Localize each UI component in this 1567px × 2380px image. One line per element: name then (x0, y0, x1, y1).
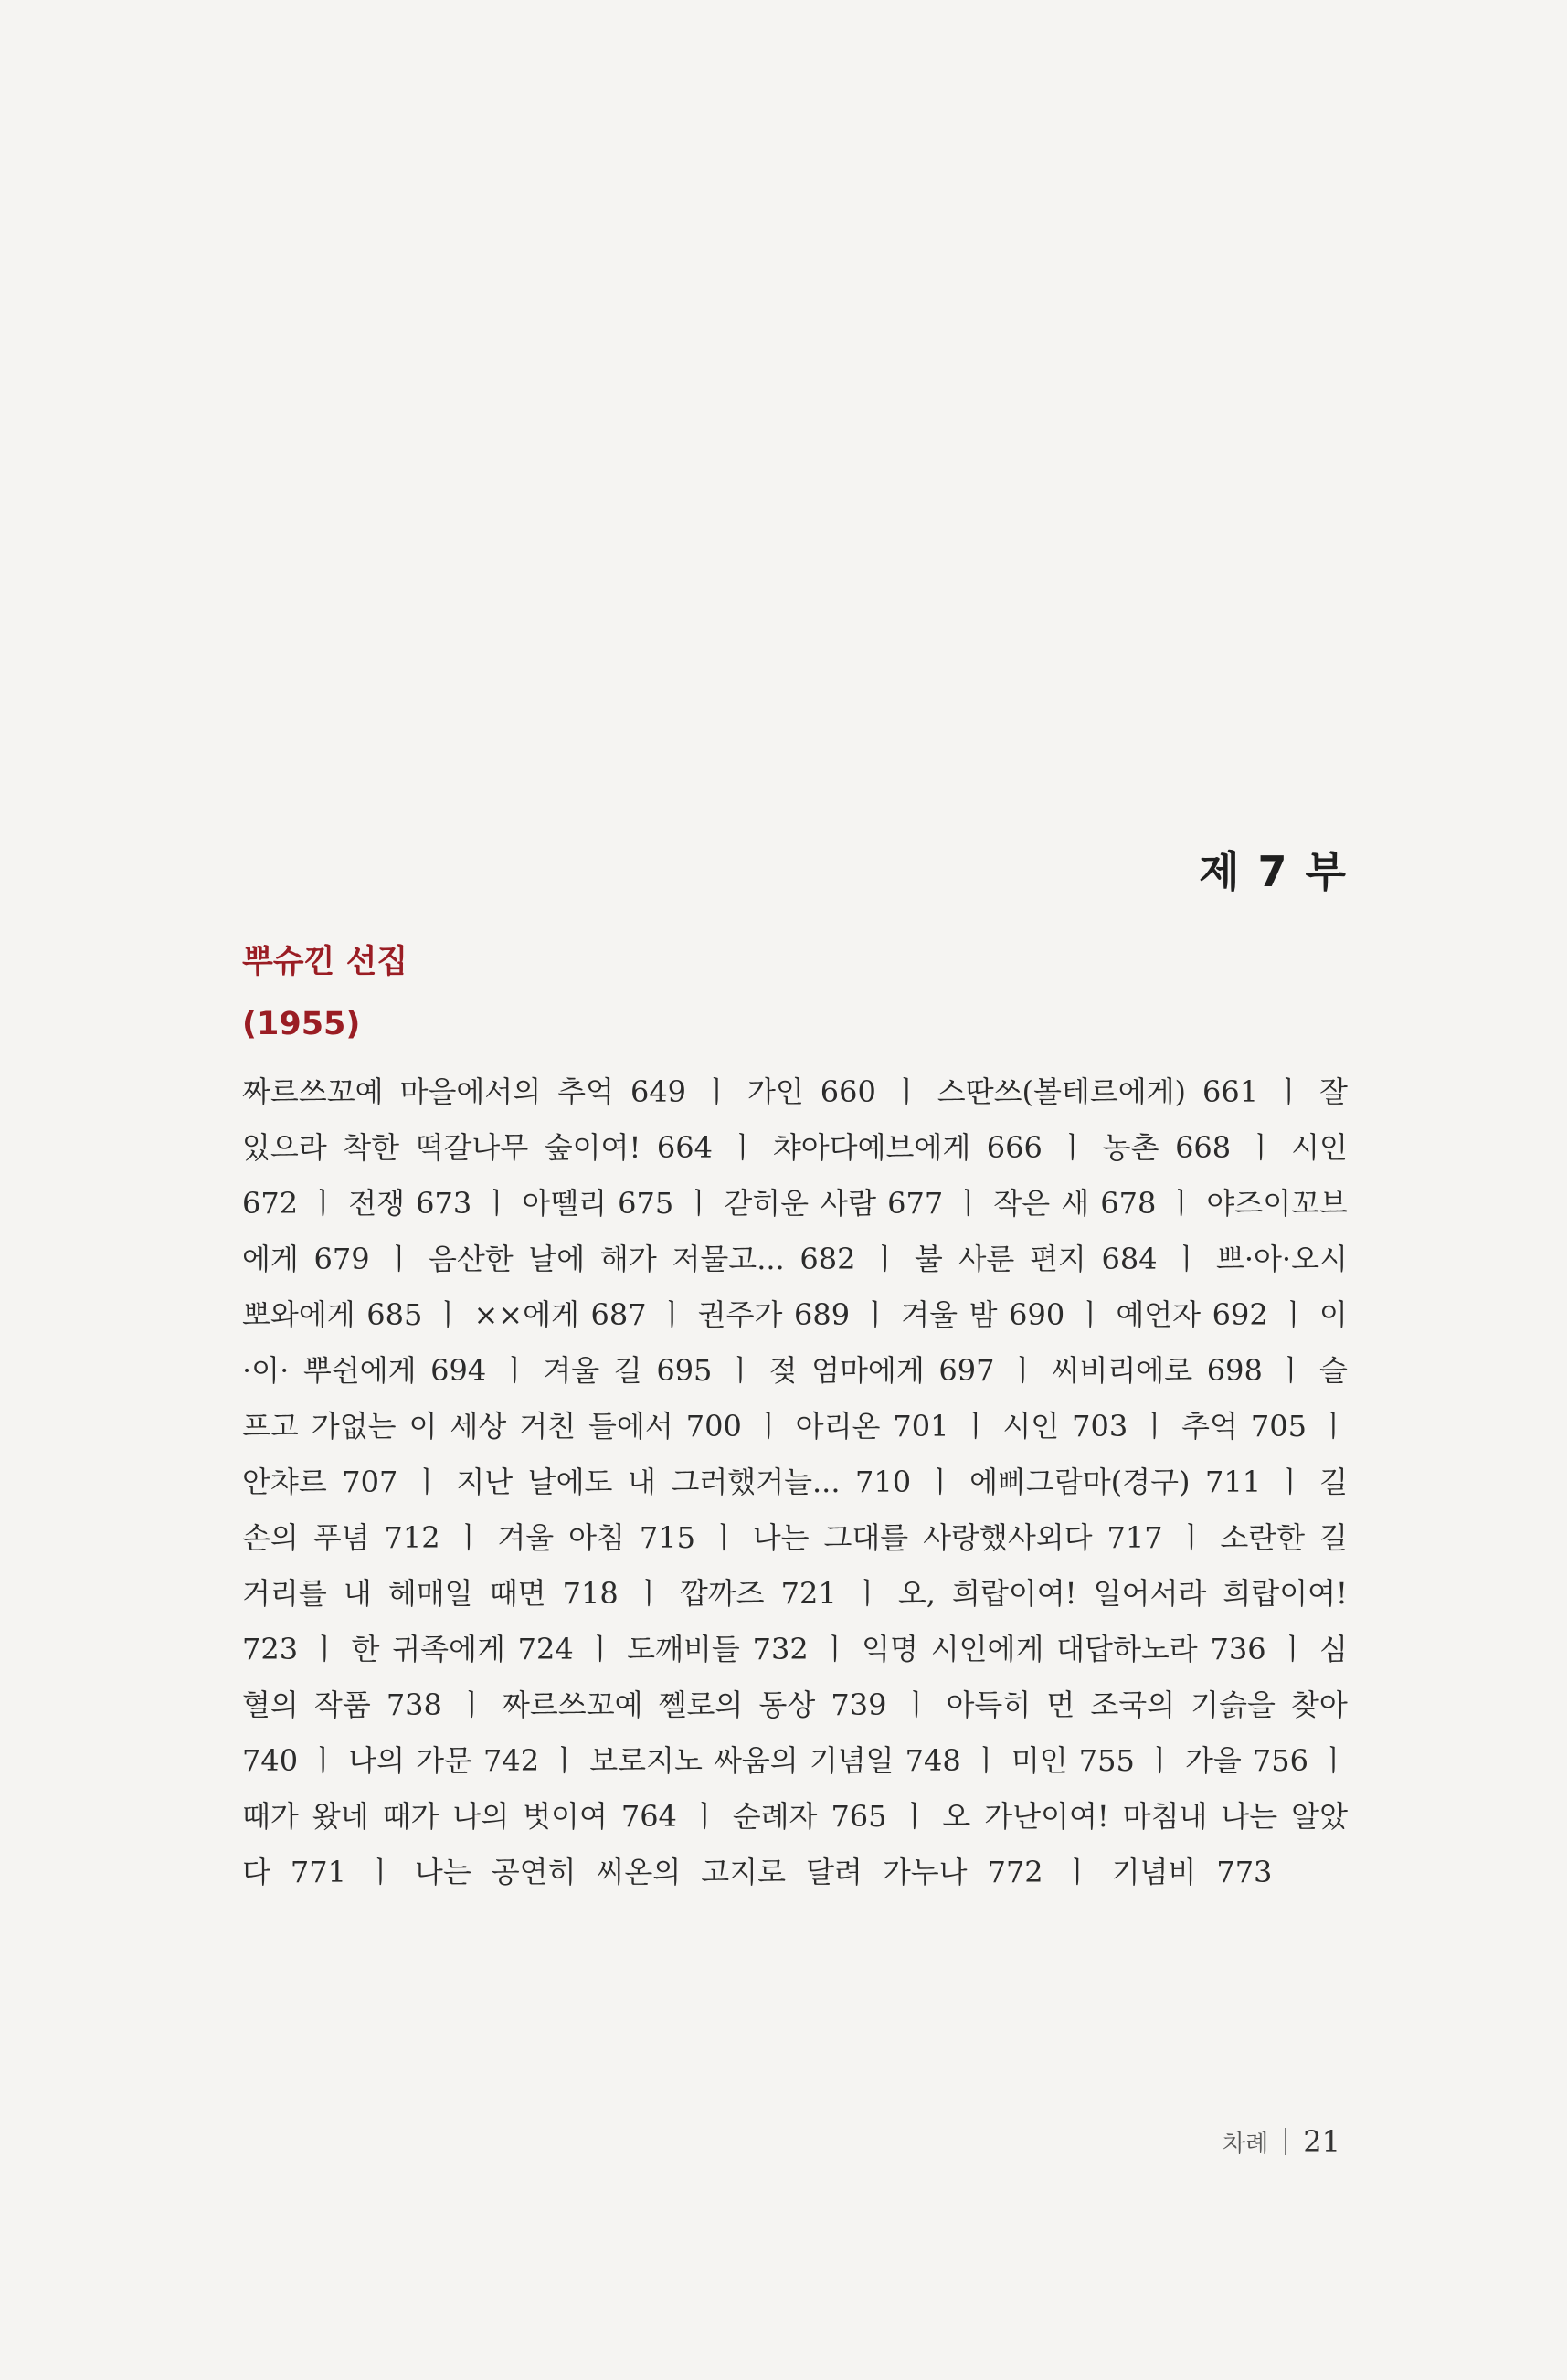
toc-word: 가인 (746, 1074, 804, 1109)
toc-word: 심 (1319, 1632, 1348, 1666)
toc-word: 마침내 (1122, 1799, 1208, 1834)
toc-word: 685 (366, 1297, 423, 1332)
toc-word: 740 (242, 1743, 299, 1778)
toc-word: 농촌 (1102, 1130, 1159, 1165)
toc-word: 705 (1250, 1409, 1307, 1444)
toc-separator: ㅣ (684, 1186, 714, 1221)
toc-word: 661 (1202, 1074, 1259, 1109)
toc-word: 시인 (1291, 1130, 1348, 1165)
toc-separator: ㅣ (454, 1520, 483, 1555)
toc-separator: ㅣ (412, 1465, 441, 1499)
toc-word: 뿌쉰에게 (302, 1353, 417, 1388)
toc-word: 밤 (969, 1297, 998, 1332)
toc-word: 갇히운 (724, 1186, 810, 1221)
toc-line (242, 1176, 1348, 1232)
toc-separator: ㅣ (902, 1687, 931, 1722)
toc-word: 701 (893, 1409, 949, 1444)
toc-word: 뽀와에게 (242, 1297, 355, 1332)
toc-separator: ㅣ (852, 1576, 882, 1611)
toc-word: 고지로 (701, 1855, 786, 1889)
toc-word: 738 (386, 1687, 442, 1722)
toc-word: 권주가 (697, 1297, 783, 1332)
toc-line (242, 1566, 1348, 1622)
toc-word: 오, (897, 1576, 936, 1611)
toc-word: 일어서라 (1093, 1576, 1207, 1611)
toc-word: 700 (685, 1409, 742, 1444)
toc-word: 때가 (242, 1799, 299, 1834)
toc-word: 챠아다예브에게 (772, 1130, 971, 1165)
toc-word: 718 (562, 1576, 619, 1611)
toc-word: 새 (1061, 1186, 1090, 1221)
toc-word: 저물고... (672, 1242, 785, 1276)
toc-word: 순례자 (732, 1799, 818, 1834)
toc-word: 695 (656, 1353, 713, 1388)
toc-separator: ㅣ (482, 1186, 512, 1221)
toc-separator: ㅣ (726, 1353, 755, 1388)
toc-word: 가문 (416, 1743, 472, 1778)
toc-separator: ㅣ (1075, 1297, 1105, 1332)
toc-word: 미인 (1011, 1743, 1068, 1778)
toc-word: 짜르쓰꼬예 (242, 1074, 384, 1109)
toc-separator: ㅣ (1140, 1409, 1170, 1444)
toc-word: 소란한 (1220, 1520, 1306, 1555)
toc-separator: ㅣ (658, 1297, 687, 1332)
toc-line (242, 1622, 1348, 1677)
toc-word: 689 (794, 1297, 851, 1332)
toc-word: 동상 (758, 1687, 816, 1722)
toc-word: 때가 (382, 1799, 439, 1834)
toc-word: 불 (914, 1242, 943, 1276)
toc-separator: ㅣ (871, 1242, 900, 1276)
toc-word: 694 (430, 1353, 487, 1388)
toc-word: 내 (627, 1465, 656, 1499)
toc-word: 왔네 (312, 1799, 369, 1834)
toc-word: 도깨비들 (627, 1632, 740, 1666)
toc-word: 678 (1100, 1186, 1157, 1221)
toc-word: 세상 (450, 1409, 507, 1444)
toc-separator: ㅣ (971, 1743, 1001, 1778)
toc-word: 전쟁 (348, 1186, 406, 1221)
toc-line (242, 1120, 1348, 1176)
toc-separator: ㅣ (821, 1632, 850, 1666)
toc-word: 잘 (1319, 1074, 1348, 1109)
toc-separator: ㅣ (1276, 1353, 1306, 1388)
toc-word: 거친 (519, 1409, 577, 1444)
toc-word: 672 (242, 1186, 299, 1221)
toc-word: 싸움의 (713, 1743, 799, 1778)
toc-word: 찾아 (1290, 1687, 1348, 1722)
page-footer (1223, 2124, 1340, 2159)
toc-word: 예언자 (1116, 1297, 1202, 1332)
toc-word: 벗이여 (523, 1799, 608, 1834)
toc-word: 748 (905, 1743, 961, 1778)
toc-word: 에게 (242, 1242, 299, 1276)
toc-word: 지난 (456, 1465, 514, 1499)
toc-word: 마을에서의 (399, 1074, 542, 1109)
toc-separator: ㅣ (861, 1297, 890, 1332)
toc-line (242, 1399, 1348, 1454)
toc-word: 732 (752, 1632, 809, 1666)
toc-separator: ㅣ (1063, 1855, 1092, 1889)
page-number: 21 (1303, 2124, 1340, 2159)
toc-separator: ㅣ (309, 1186, 338, 1221)
toc-word: 687 (590, 1297, 647, 1332)
toc-word: 안챠르 (242, 1465, 327, 1499)
toc-word: 혈의 (242, 1687, 299, 1722)
toc-word: 추억 (1181, 1409, 1238, 1444)
section-title: 뿌슈낀 선집 (242, 944, 408, 980)
toc-separator: ㅣ (1279, 1297, 1308, 1332)
toc-word: 기념일 (809, 1743, 895, 1778)
toc-line (242, 1845, 1348, 1900)
toc-separator: ㅣ (457, 1687, 486, 1722)
toc-word: 723 (242, 1632, 299, 1666)
toc-word: 675 (618, 1186, 674, 1221)
toc-word: 알았 (1291, 1799, 1348, 1834)
toc-word: 그대를 (823, 1520, 909, 1555)
toc-word: 나의 (348, 1743, 406, 1778)
toc-separator: ㅣ (1276, 1465, 1305, 1499)
toc-word: 가난이여! (984, 1799, 1109, 1834)
toc-word: 오 (942, 1799, 971, 1834)
toc-word: 가없는 (311, 1409, 397, 1444)
toc-separator: ㅣ (433, 1297, 462, 1332)
toc-word: 755 (1078, 1743, 1135, 1778)
toc-word: 나의 (452, 1799, 510, 1834)
toc-word: 그러했거늘... (671, 1465, 841, 1499)
toc-word: 대답하노라 (1056, 1632, 1198, 1666)
toc-word: 기슭을 (1191, 1687, 1276, 1722)
toc-body (242, 1064, 1348, 1900)
toc-word: 거리를 (242, 1576, 327, 1611)
toc-word: 음산한 (428, 1242, 514, 1276)
toc-word: 739 (831, 1687, 887, 1722)
toc-separator: ㅣ (1275, 1074, 1304, 1109)
toc-word: ·이· (242, 1353, 290, 1388)
toc-word: 쁘·아·오시 (1215, 1242, 1348, 1276)
toc-word: 길 (613, 1353, 642, 1388)
toc-line (242, 1064, 1348, 1120)
toc-separator: ㅣ (709, 1520, 738, 1555)
toc-word: 달려 (806, 1855, 863, 1889)
toc-word: 내 (343, 1576, 372, 1611)
toc-word: 익명 (862, 1632, 918, 1666)
toc-word: 721 (780, 1576, 837, 1611)
toc-separator: ㅣ (385, 1242, 414, 1276)
toc-word: 다 (242, 1855, 270, 1889)
toc-word: 쩰로의 (658, 1687, 744, 1722)
toc-line (242, 1510, 1348, 1566)
toc-separator: ㅣ (1167, 1186, 1196, 1221)
toc-word: 나는 (752, 1520, 810, 1555)
toc-separator: ㅣ (586, 1632, 615, 1666)
toc-separator: ㅣ (310, 1632, 339, 1666)
toc-word: 헤매일 (387, 1576, 473, 1611)
toc-word: 가누나 (882, 1855, 968, 1889)
toc-word: 아리온 (795, 1409, 881, 1444)
toc-word: 692 (1212, 1297, 1268, 1332)
toc-word: 772 (987, 1855, 1043, 1889)
toc-word: 698 (1206, 1353, 1263, 1388)
toc-word: 660 (820, 1074, 876, 1109)
toc-word: 스딴쓰(볼테르에게) (937, 1074, 1187, 1109)
toc-separator: ㅣ (366, 1855, 395, 1889)
toc-separator: ㅣ (728, 1130, 757, 1165)
toc-separator: ㅣ (690, 1799, 719, 1834)
toc-word: 추억 (557, 1074, 614, 1109)
section-year: (1955) (242, 1006, 361, 1042)
toc-word: 666 (986, 1130, 1043, 1165)
toc-word: 길 (1319, 1520, 1348, 1555)
toc-word: 겨울 (543, 1353, 600, 1388)
toc-separator: ㅣ (500, 1353, 529, 1388)
toc-separator: ㅣ (1145, 1743, 1174, 1778)
toc-line (242, 1232, 1348, 1287)
toc-separator: ㅣ (634, 1576, 663, 1611)
toc-word: 715 (639, 1520, 695, 1555)
toc-word: 짜르쓰꼬예 (501, 1687, 643, 1722)
toc-word: 724 (517, 1632, 574, 1666)
toc-word: 아침 (568, 1520, 625, 1555)
toc-separator: ㅣ (1172, 1242, 1202, 1276)
toc-word: 아득히 (946, 1687, 1032, 1722)
toc-word: 착한 (343, 1130, 400, 1165)
toc-word: 가을 (1184, 1743, 1242, 1778)
toc-separator: ㅣ (1009, 1353, 1037, 1388)
toc-word: 먼 (1046, 1687, 1075, 1722)
toc-word: 사람 (820, 1186, 876, 1221)
toc-word: 에삐그람마(경구) (969, 1465, 1191, 1499)
toc-word: 한 (351, 1632, 380, 1666)
toc-separator: ㅣ (703, 1074, 731, 1109)
toc-word: 숲이여! (544, 1130, 641, 1165)
toc-word: 711 (1205, 1465, 1262, 1499)
toc-separator: ㅣ (1319, 1743, 1348, 1778)
toc-word: 이 (408, 1409, 438, 1444)
toc-word: 야즈이꼬브 (1206, 1186, 1348, 1221)
footer-label: 차례 (1223, 2131, 1269, 2158)
toc-word: 편지 (1029, 1242, 1086, 1276)
toc-word: 679 (313, 1242, 370, 1276)
toc-word: 765 (831, 1799, 887, 1834)
toc-separator: ㅣ (892, 1074, 921, 1109)
toc-word: 시인 (1002, 1409, 1060, 1444)
toc-word: 들에서 (588, 1409, 673, 1444)
toc-word: 깝까즈 (679, 1576, 765, 1611)
toc-word: 겨울 (497, 1520, 555, 1555)
footer-separator (1285, 2128, 1286, 2155)
toc-separator: ㅣ (954, 1186, 983, 1221)
toc-word: 703 (1072, 1409, 1128, 1444)
toc-word: 날에 (528, 1242, 586, 1276)
toc-word: 742 (483, 1743, 540, 1778)
toc-word: 귀족에게 (392, 1632, 505, 1666)
toc-word: 희랍이여! (952, 1576, 1077, 1611)
toc-line (242, 1733, 1348, 1789)
toc-word: 697 (938, 1353, 995, 1388)
toc-separator: ㅣ (1278, 1632, 1308, 1666)
toc-word: 보로지노 (589, 1743, 703, 1778)
toc-separator: ㅣ (1318, 1409, 1348, 1444)
toc-word: 슬 (1318, 1353, 1348, 1388)
toc-word: 나는 (414, 1855, 471, 1889)
toc-word: 668 (1175, 1130, 1232, 1165)
toc-word: 떡갈나무 (415, 1130, 529, 1165)
toc-word: 씨비리에로 (1051, 1353, 1193, 1388)
toc-word: 이 (1318, 1297, 1348, 1332)
toc-line (242, 1677, 1348, 1733)
toc-word: 길 (1319, 1465, 1348, 1499)
toc-word: 773 (1216, 1855, 1273, 1889)
toc-word: 날에도 (527, 1465, 613, 1499)
toc-word: 712 (384, 1520, 440, 1555)
part-title: 제 7 부 (1199, 847, 1348, 896)
toc-word: 프고 (242, 1409, 299, 1444)
toc-word: 푸념 (312, 1520, 370, 1555)
toc-word: 나는 (1221, 1799, 1278, 1834)
toc-separator: ㅣ (309, 1743, 338, 1778)
toc-word: 649 (630, 1074, 687, 1109)
toc-word: 엄마에게 (811, 1353, 925, 1388)
toc-word: 764 (620, 1799, 677, 1834)
toc-word: 664 (656, 1130, 713, 1165)
toc-word: 710 (855, 1465, 912, 1499)
toc-word: 작품 (313, 1687, 371, 1722)
toc-separator: ㅣ (550, 1743, 579, 1778)
toc-word: 손의 (242, 1520, 299, 1555)
toc-word: 때면 (489, 1576, 546, 1611)
toc-line (242, 1454, 1348, 1510)
toc-word: 시인에게 (930, 1632, 1044, 1666)
toc-word: 기념비 (1111, 1855, 1197, 1889)
toc-line (242, 1343, 1348, 1399)
toc-word: 씨온의 (596, 1855, 682, 1889)
toc-word: 736 (1210, 1632, 1266, 1666)
toc-word: 조국의 (1090, 1687, 1176, 1722)
toc-separator: ㅣ (961, 1409, 990, 1444)
toc-word: 707 (342, 1465, 398, 1499)
toc-word: 717 (1106, 1520, 1163, 1555)
toc-word: 작은 (993, 1186, 1051, 1221)
toc-word: 해가 (599, 1242, 657, 1276)
toc-word: 673 (416, 1186, 472, 1221)
toc-word: 771 (290, 1855, 346, 1889)
toc-separator: ㅣ (1058, 1130, 1087, 1165)
toc-word: 682 (799, 1242, 856, 1276)
toc-word: 젖 (768, 1353, 798, 1388)
toc-separator: ㅣ (1246, 1130, 1276, 1165)
toc-word: 있으라 (242, 1130, 327, 1165)
toc-word: 677 (887, 1186, 944, 1221)
toc-word: ××에게 (473, 1297, 579, 1332)
toc-line (242, 1287, 1348, 1343)
toc-word: 겨울 (901, 1297, 958, 1332)
toc-word: 희랍이여! (1223, 1576, 1348, 1611)
toc-separator: ㅣ (926, 1465, 955, 1499)
toc-separator: ㅣ (1177, 1520, 1206, 1555)
toc-word: 684 (1101, 1242, 1158, 1276)
toc-word: 690 (1009, 1297, 1065, 1332)
toc-word: 사룬 (958, 1242, 1015, 1276)
toc-word: 아뗄리 (522, 1186, 608, 1221)
toc-line (242, 1789, 1348, 1845)
toc-separator: ㅣ (900, 1799, 929, 1834)
toc-word: 사랑했사외다 (923, 1520, 1093, 1555)
toc-word: 756 (1252, 1743, 1308, 1778)
toc-separator: ㅣ (754, 1409, 783, 1444)
toc-word: 공연히 (491, 1855, 577, 1889)
